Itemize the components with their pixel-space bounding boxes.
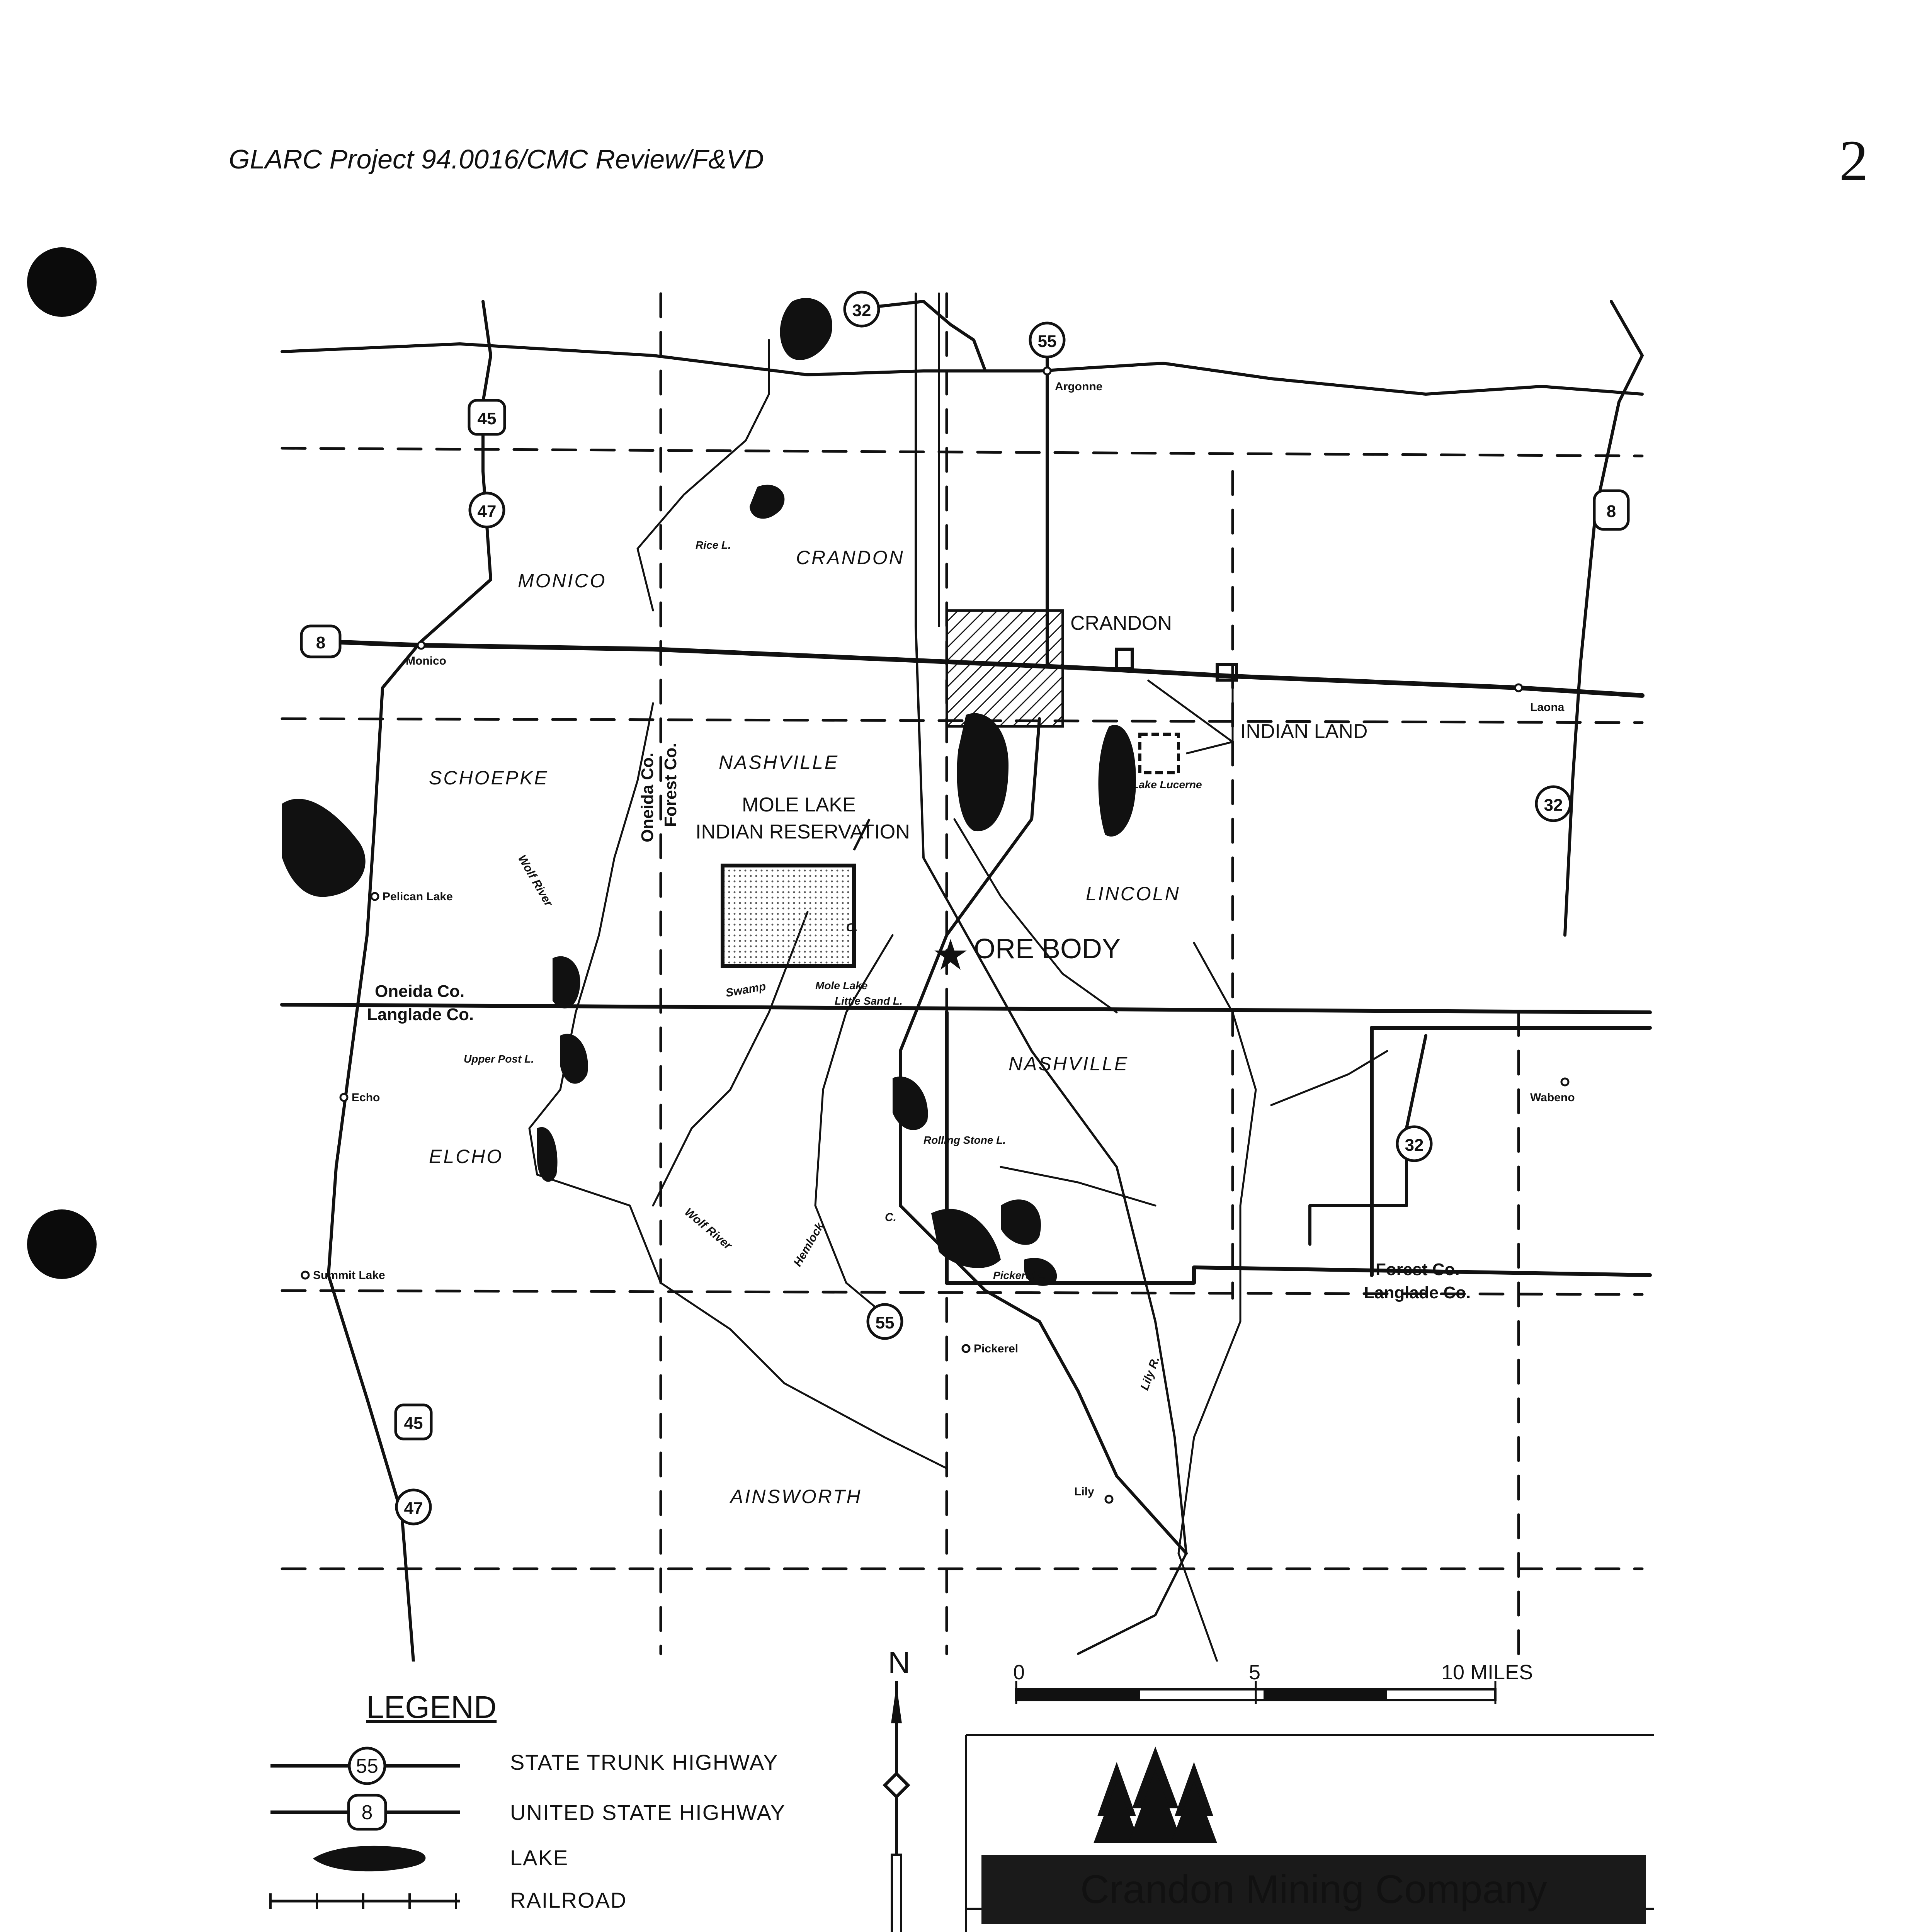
- county-oneida-vertical: Oneida Co.: [638, 752, 657, 842]
- shield-32: 32: [852, 301, 871, 320]
- place-mole-lake: Mole Lake: [815, 980, 868, 992]
- lake-upper-post: Upper Post L.: [464, 1053, 534, 1065]
- binder-hole: [27, 247, 97, 317]
- callout-ore-body: ORE BODY: [974, 934, 1121, 964]
- creek-north: C.: [846, 921, 858, 934]
- indian-land-arrows: [1148, 680, 1233, 753]
- callout-indian-land: INDIAN LAND: [1240, 720, 1368, 743]
- location-map: [267, 278, 1662, 1662]
- township-crandon: CRANDON: [796, 547, 905, 568]
- shield-47-south: 47: [404, 1499, 423, 1518]
- callout-mole-lake: MOLE LAKE: [742, 794, 856, 816]
- lakes: [282, 298, 1136, 1286]
- township-labels: [429, 547, 1180, 1507]
- county-forest-vertical: Forest Co.: [661, 743, 680, 827]
- scale-five: 5: [1249, 1662, 1261, 1684]
- town-pelican-lake: Pelican Lake: [383, 890, 453, 903]
- legend-label-lake: LAKE: [510, 1845, 569, 1870]
- town-summit-lake: Summit Lake: [313, 1269, 385, 1282]
- legend-label-us: UNITED STATE HIGHWAY: [510, 1800, 786, 1825]
- company-name: Crandon Mining Company: [1080, 1867, 1548, 1912]
- township-lincoln: LINCOLN: [1086, 883, 1180, 905]
- callout-indian-reservation: INDIAN RESERVATION: [696, 821, 910, 843]
- north-letter: N: [888, 1646, 910, 1680]
- lake-pickerel: Pickerel L.: [993, 1269, 1048, 1281]
- township-schoepke: SCHOEPKE: [429, 767, 549, 789]
- rivers: [529, 340, 1387, 1662]
- county-forest: Forest Co.: [1376, 1260, 1460, 1279]
- county-oneida: Oneida Co.: [375, 982, 465, 1001]
- indian-land-parcels: [1117, 649, 1236, 773]
- legend-title: LEGEND: [366, 1690, 497, 1725]
- town-monico: Monico: [406, 655, 446, 667]
- crandon-city-area: [947, 611, 1063, 726]
- running-title: GLARC Project 94.0016/CMC Review/F&VD: [229, 144, 764, 174]
- company-logo-trees: [1094, 1747, 1217, 1843]
- railroad: [916, 294, 1186, 1654]
- scale-ten: 10 MILES: [1441, 1662, 1533, 1684]
- township-nashville: NASHVILLE: [1009, 1053, 1129, 1075]
- lake-rolling-stone: Rolling Stone L.: [923, 1134, 1006, 1146]
- legend-label-railroad: RAILROAD: [510, 1888, 627, 1912]
- creek-south: C.: [885, 1211, 896, 1224]
- town-pickerel: Pickerel: [974, 1342, 1019, 1355]
- shield-45-south: 45: [404, 1414, 423, 1433]
- river-wolf-south: Wolf River: [682, 1206, 734, 1252]
- shield-8-west: 8: [316, 633, 326, 652]
- town-lily: Lily: [1074, 1485, 1094, 1498]
- legend-symbol-state: 55: [356, 1755, 378, 1777]
- county-langlade: Langlade Co.: [367, 1005, 474, 1024]
- binder-hole: [27, 1209, 97, 1279]
- town-argonne: Argonne: [1055, 380, 1103, 393]
- river-hemlock: Hemlock: [791, 1220, 827, 1269]
- shield-45: 45: [477, 409, 497, 428]
- scale-zero: 0: [1013, 1662, 1025, 1684]
- scale-bar: [1005, 1662, 1553, 1716]
- page-number: 2: [1839, 129, 1868, 193]
- mole-lake-reservation-area: [723, 866, 854, 966]
- lake-lucerne: Lake Lucerne: [1132, 779, 1202, 791]
- legend-symbol-us: 8: [361, 1801, 373, 1824]
- township-ainsworth: AINSWORTH: [730, 1486, 862, 1507]
- shield-8-east: 8: [1606, 502, 1616, 521]
- title-block: [263, 1719, 1662, 1932]
- river-swamp: Swamp: [724, 980, 767, 1000]
- town-laona: Laona: [1530, 701, 1565, 714]
- lake-rice: Rice L.: [696, 539, 731, 551]
- township-monico: MONICO: [518, 570, 607, 592]
- township-elcho: ELCHO: [429, 1146, 503, 1167]
- river-lily: Lily R.: [1138, 1355, 1162, 1392]
- lake-little-sand: Little Sand L.: [835, 995, 903, 1007]
- town-wabeno: Wabeno: [1530, 1091, 1575, 1104]
- shield-32-south: 32: [1405, 1136, 1424, 1155]
- town-markers: [302, 367, 1568, 1503]
- river-wolf-north: Wolf River: [515, 853, 555, 909]
- county-labels: [367, 743, 1471, 1302]
- legend-label-state: STATE TRUNK HIGHWAY: [510, 1750, 779, 1774]
- town-echo: Echo: [352, 1091, 380, 1104]
- shield-55: 55: [1037, 332, 1057, 351]
- shield-55-south: 55: [875, 1313, 895, 1332]
- shield-47: 47: [477, 502, 497, 521]
- county-langlade-east: Langlade Co.: [1364, 1283, 1471, 1302]
- callout-crandon: CRANDON: [1070, 612, 1172, 634]
- township-nashville-north: NASHVILLE: [719, 752, 839, 773]
- shield-32-east: 32: [1544, 796, 1563, 815]
